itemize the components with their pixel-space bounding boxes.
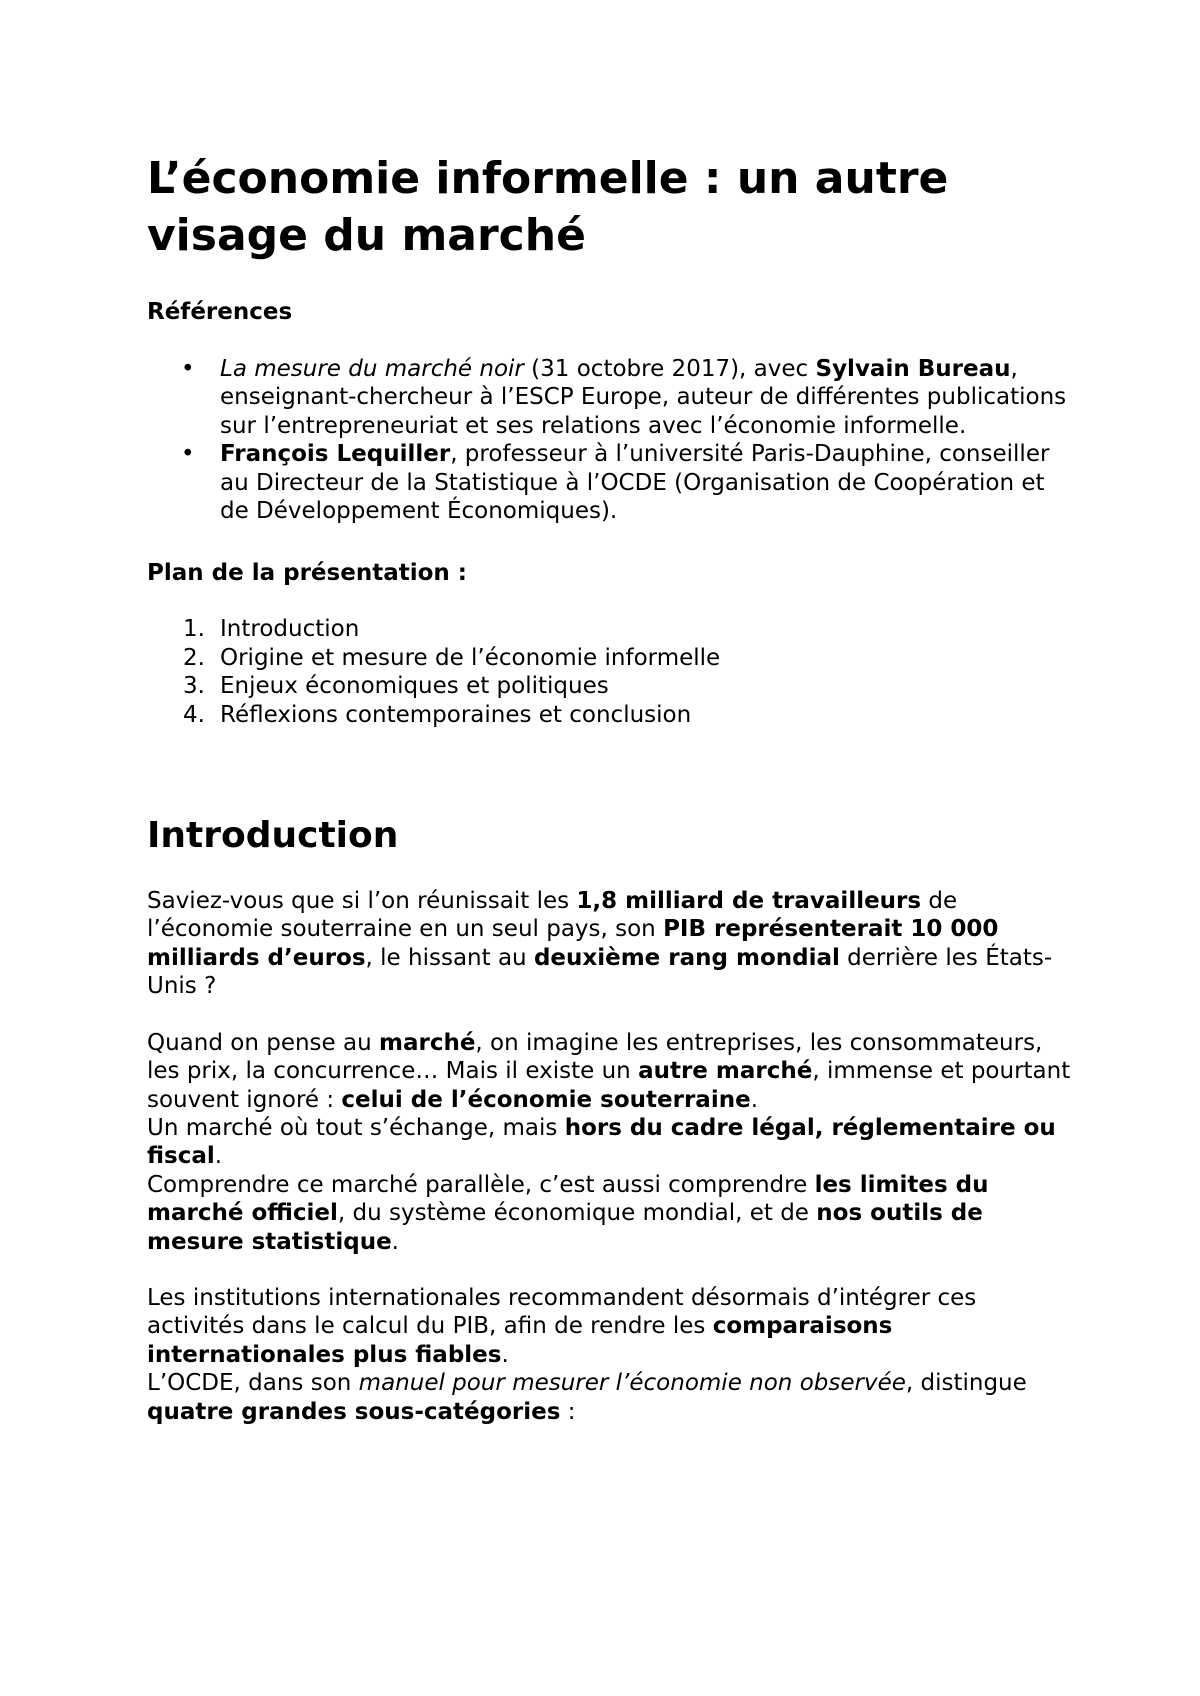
introduction-heading: Introduction <box>147 815 399 857</box>
plan-heading: Plan de la présentation : <box>147 560 467 587</box>
paragraph: Comprendre ce marché parallèle, c’est aussi comprendre les limites du marché officiel, du système économique mondial, et de nos outils de mesure statistique. <box>147 1171 989 1255</box>
paragraph: L’OCDE, dans son manuel pour mesurer l’économie non observée, distingue quatre grandes sous-catégories : <box>147 1370 1027 1425</box>
document-title: L’économie informelle : un autre visage du marché <box>147 153 949 261</box>
plan-item: 1. Introduction <box>183 616 360 643</box>
plan-item: 4. Réflexions contemporaines et conclusion <box>183 701 692 728</box>
reference-item: • François Lequiller, professeur à l’université Paris-Dauphine, conseiller au Directeur de la Statistique à l’OCDE (Organisation de Coopération et de Développement Économiques). <box>220 440 1072 525</box>
plan-item: 3. Enjeux économiques et politiques <box>183 673 609 700</box>
guest-name: Sylvain Bureau <box>815 356 1011 382</box>
document-page <box>147 150 1072 1426</box>
paragraph: Un marché où tout s’échange, mais hors du cadre légal, réglementaire ou fiscal. <box>147 1114 1056 1170</box>
references-heading: Références <box>147 299 293 325</box>
paragraph: Quand on pense au marché, on imagine les entreprises, les consommateurs, les prix, la concurrence… Mais il existe un autre marché, immense et pourtant souvent ignoré : celui de l’économie souterraine. <box>147 1029 1071 1113</box>
paragraph: Saviez-vous que si l’on réunissait les 1,8 milliard de travailleurs de l’économie souterraine en un seul pays, son PIB représenterait 10 000 milliards d’euros, le hissant au deuxième rang mondial derrière les États-Unis ? <box>147 888 1053 1000</box>
emission-title: La mesure du marché noir <box>220 356 524 382</box>
plan-list <box>147 615 1072 729</box>
introduction-body <box>147 887 1072 1426</box>
paragraph: Les institutions internationales recommandent désormais d’intégrer ces activités dans le calcul du PIB, afin de rendre les comparaisons internationales plus fiables. <box>147 1284 977 1368</box>
guest-name: François Lequiller <box>220 441 451 468</box>
references-list <box>147 355 1072 525</box>
plan-item: 2. Origine et mesure de l’économie informelle <box>183 644 721 671</box>
reference-item: • La mesure du marché noir (31 octobre 2017), avec Sylvain Bureau, enseignant-chercheur à l’ESCP Europe, auteur de différentes publications sur l’entrepreneuriat et ses relations avec l’économie informelle. <box>220 355 1072 440</box>
